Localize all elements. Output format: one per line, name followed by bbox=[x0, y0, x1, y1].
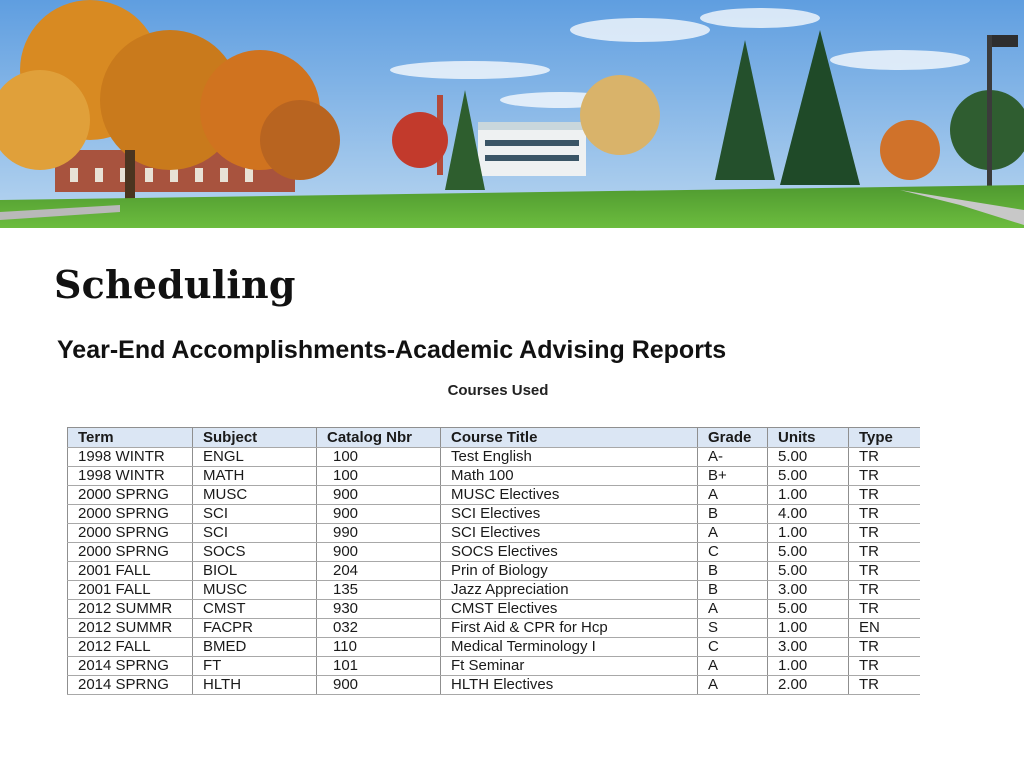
courses-used-table bbox=[67, 427, 920, 695]
cell-grade: C bbox=[698, 638, 768, 657]
cell-catalog: 032 bbox=[317, 619, 441, 638]
cell-type: TR bbox=[849, 486, 920, 505]
cell-catalog: 990 bbox=[317, 524, 441, 543]
cell-type: TR bbox=[849, 524, 920, 543]
cell-title: SCI Electives bbox=[441, 524, 698, 543]
cell-term: 2012 SUMMR bbox=[68, 600, 193, 619]
cell-catalog: 110 bbox=[317, 638, 441, 657]
cell-title: Medical Terminology I bbox=[441, 638, 698, 657]
cell-subject: CMST bbox=[193, 600, 317, 619]
cell-catalog: 900 bbox=[317, 543, 441, 562]
cell-term: 1998 WINTR bbox=[68, 448, 193, 467]
cell-units: 1.00 bbox=[768, 524, 849, 543]
cell-title: SCI Electives bbox=[441, 505, 698, 524]
cell-type: TR bbox=[849, 505, 920, 524]
column-header-grade: Grade bbox=[698, 428, 768, 448]
cell-grade: S bbox=[698, 619, 768, 638]
cell-catalog: 101 bbox=[317, 657, 441, 676]
cell-grade: A- bbox=[698, 448, 768, 467]
cell-term: 2001 FALL bbox=[68, 581, 193, 600]
cell-term: 2014 SPRNG bbox=[68, 676, 193, 695]
cell-catalog: 135 bbox=[317, 581, 441, 600]
page-title: Scheduling bbox=[54, 262, 296, 307]
column-header-type: Type bbox=[849, 428, 920, 448]
cell-units: 3.00 bbox=[768, 638, 849, 657]
cell-type: TR bbox=[849, 562, 920, 581]
cell-units: 1.00 bbox=[768, 657, 849, 676]
cell-subject: ENGL bbox=[193, 448, 317, 467]
cell-units: 1.00 bbox=[768, 619, 849, 638]
page-subtitle: Year-End Accomplishments-Academic Advising Reports bbox=[57, 336, 727, 364]
table-row bbox=[68, 524, 920, 543]
cell-subject: FT bbox=[193, 657, 317, 676]
cell-subject: MUSC bbox=[193, 581, 317, 600]
cell-grade: B bbox=[698, 562, 768, 581]
cell-type: TR bbox=[849, 657, 920, 676]
cell-title: First Aid & CPR for Hcp bbox=[441, 619, 698, 638]
cell-catalog: 100 bbox=[317, 448, 441, 467]
cell-title: MUSC Electives bbox=[441, 486, 698, 505]
cell-catalog: 900 bbox=[317, 505, 441, 524]
cell-units: 5.00 bbox=[768, 600, 849, 619]
cell-title: HLTH Electives bbox=[441, 676, 698, 695]
cell-term: 2000 SPRNG bbox=[68, 524, 193, 543]
cell-title: Math 100 bbox=[441, 467, 698, 486]
cell-type: TR bbox=[849, 600, 920, 619]
campus-banner-image bbox=[0, 0, 1024, 228]
cell-type: TR bbox=[849, 638, 920, 657]
cell-title: Test English bbox=[441, 448, 698, 467]
table-row bbox=[68, 543, 920, 562]
cell-grade: A bbox=[698, 524, 768, 543]
table-row bbox=[68, 619, 920, 638]
column-header-catalog: Catalog Nbr bbox=[317, 428, 441, 448]
cell-title: CMST Electives bbox=[441, 600, 698, 619]
cell-catalog: 900 bbox=[317, 676, 441, 695]
column-header-term: Term bbox=[68, 428, 193, 448]
cell-grade: A bbox=[698, 486, 768, 505]
report-caption bbox=[0, 382, 996, 399]
cell-subject: SCI bbox=[193, 505, 317, 524]
cell-title: Ft Seminar bbox=[441, 657, 698, 676]
cell-catalog: 930 bbox=[317, 600, 441, 619]
cell-grade: B+ bbox=[698, 467, 768, 486]
cell-term: 2014 SPRNG bbox=[68, 657, 193, 676]
cell-subject: SOCS bbox=[193, 543, 317, 562]
table-header-row bbox=[68, 428, 920, 448]
table-row bbox=[68, 600, 920, 619]
cell-type: EN bbox=[849, 619, 920, 638]
cell-term: 1998 WINTR bbox=[68, 467, 193, 486]
table-row bbox=[68, 467, 920, 486]
cell-catalog: 204 bbox=[317, 562, 441, 581]
cell-type: TR bbox=[849, 581, 920, 600]
cell-grade: A bbox=[698, 657, 768, 676]
table-row bbox=[68, 657, 920, 676]
cell-grade: C bbox=[698, 543, 768, 562]
column-header-title: Course Title bbox=[441, 428, 698, 448]
table-row bbox=[68, 562, 920, 581]
table-row bbox=[68, 505, 920, 524]
cell-subject: BIOL bbox=[193, 562, 317, 581]
cell-term: 2000 SPRNG bbox=[68, 505, 193, 524]
cell-type: TR bbox=[849, 543, 920, 562]
cell-term: 2000 SPRNG bbox=[68, 486, 193, 505]
cell-term: 2012 SUMMR bbox=[68, 619, 193, 638]
cell-term: 2000 SPRNG bbox=[68, 543, 193, 562]
table-row bbox=[68, 581, 920, 600]
cell-title: Jazz Appreciation bbox=[441, 581, 698, 600]
cell-grade: B bbox=[698, 505, 768, 524]
cell-catalog: 100 bbox=[317, 467, 441, 486]
cell-subject: BMED bbox=[193, 638, 317, 657]
table-row bbox=[68, 448, 920, 467]
column-header-subject: Subject bbox=[193, 428, 317, 448]
table-row bbox=[68, 486, 920, 505]
cell-units: 1.00 bbox=[768, 486, 849, 505]
cell-type: TR bbox=[849, 467, 920, 486]
cell-units: 5.00 bbox=[768, 467, 849, 486]
table-row bbox=[68, 676, 920, 695]
cell-grade: A bbox=[698, 676, 768, 695]
cell-title: SOCS Electives bbox=[441, 543, 698, 562]
cell-title: Prin of Biology bbox=[441, 562, 698, 581]
table-body bbox=[68, 448, 920, 695]
cell-units: 4.00 bbox=[768, 505, 849, 524]
table-row bbox=[68, 638, 920, 657]
cell-grade: B bbox=[698, 581, 768, 600]
cell-term: 2001 FALL bbox=[68, 562, 193, 581]
cell-subject: MUSC bbox=[193, 486, 317, 505]
cell-subject: FACPR bbox=[193, 619, 317, 638]
cell-units: 5.00 bbox=[768, 543, 849, 562]
column-header-units: Units bbox=[768, 428, 849, 448]
cell-units: 5.00 bbox=[768, 448, 849, 467]
cell-subject: SCI bbox=[193, 524, 317, 543]
cell-catalog: 900 bbox=[317, 486, 441, 505]
cell-term: 2012 FALL bbox=[68, 638, 193, 657]
cell-type: TR bbox=[849, 676, 920, 695]
cell-grade: A bbox=[698, 600, 768, 619]
cell-units: 3.00 bbox=[768, 581, 849, 600]
cell-subject: MATH bbox=[193, 467, 317, 486]
report-caption-text: Courses Used bbox=[447, 382, 549, 399]
cell-units: 5.00 bbox=[768, 562, 849, 581]
cell-subject: HLTH bbox=[193, 676, 317, 695]
cell-type: TR bbox=[849, 448, 920, 467]
cell-units: 2.00 bbox=[768, 676, 849, 695]
